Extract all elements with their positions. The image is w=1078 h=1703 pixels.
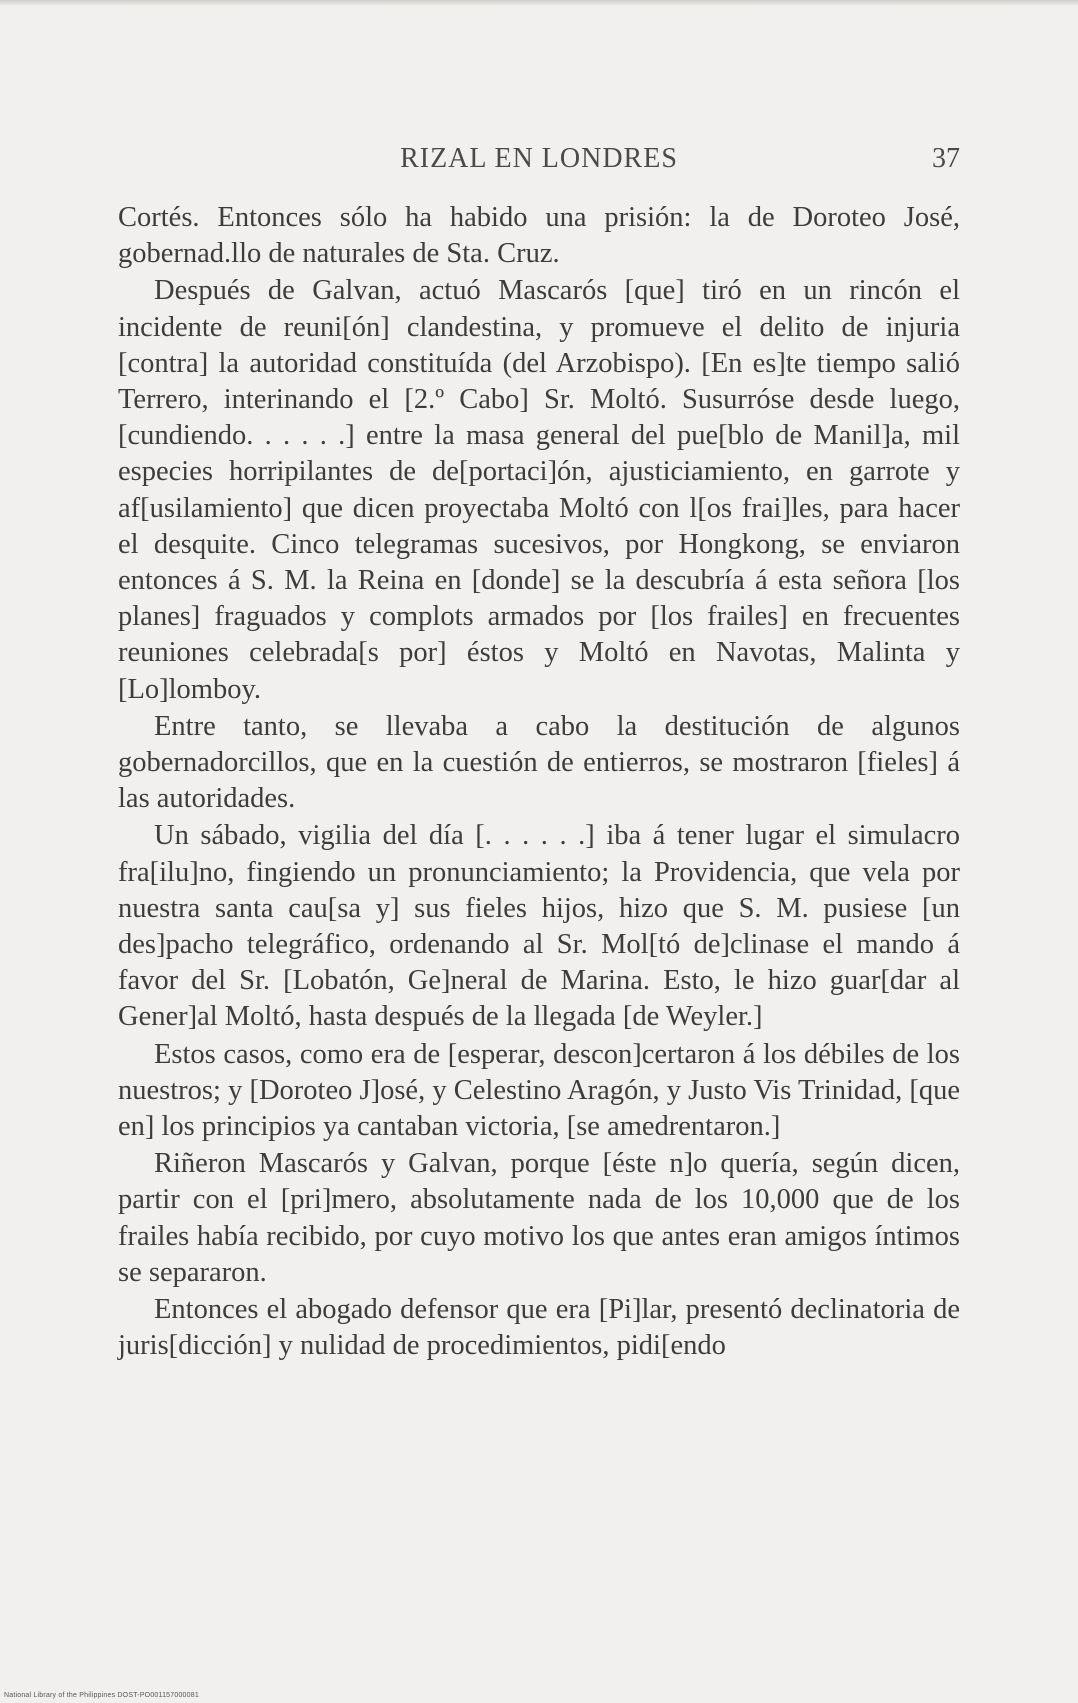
paragraph-2: Después de Galvan, actuó Mascarós [que] tiró en un rincón el incidente de reuni[ón] clandestina, y promueve el delito de injuria [contra] la autoridad constituída (del Arzobispo). [En es]te tiempo salió Terrero, interinando el [2.º Cabo] Sr. Moltó. Susurróse desde luego, [cundiendo. . . . . .] entre la masa general del pue[blo de Manil]a, mil especies horripilantes de de[portaci]ón, ajusticiamiento, en garrote y af[usilamiento] que dicen proyectaba Moltó con l[os frai]les, para hacer el desquite. Cinco telegramas sucesivos, por Hongkong, se enviaron entonces á S. M. la Reina en [donde] se la descubría á esta señora [los planes] fraguados y complots armados por [los frailes] en frecuentes reuniones celebrada[s por] éstos y Moltó en Navotas, Malinta y [Lo]lomboy. bbox=[118, 275, 960, 705]
paragraph-6: Riñeron Mascarós y Galvan, porque [éste n]o quería, según dicen, partir con el [pri]mero, absolutamente nada de los 10,000 que de los frailes había recibido, por cuyo motivo los que antes eran amigos íntimos se separaron. bbox=[118, 1148, 960, 1288]
scan-footer-label: National Library of the Philippines DOST-PO001157000081 bbox=[4, 1692, 199, 1699]
page-number: 37 bbox=[932, 143, 960, 174]
paragraph-1: Cortés. Entonces sólo ha habido una prisión: la de Doroteo José, gobernad.llo de naturales de Sta. Cruz. bbox=[118, 202, 960, 270]
page-top-edge bbox=[0, 0, 1078, 6]
running-head: RIZAL EN LONDRES bbox=[400, 143, 678, 174]
paragraph-7: Entonces el abogado defensor que era [Pi]lar, presentó declinatoria de juris[dicción] y nulidad de procedimientos, pidi[endo bbox=[118, 1294, 960, 1362]
body-text bbox=[118, 200, 960, 1365]
paragraph-3: Entre tanto, se llevaba a cabo la destitución de algunos gobernadorcillos, que en la cuestión de entierros, se mostraron [fieles] á las autoridades. bbox=[118, 710, 960, 815]
paragraph-4: Un sábado, vigilia del día [. . . . . .] iba á tener lugar el simulacro fra[ilu]no, fingiendo un pronunciamiento; la Providencia, que vela por nuestra santa cau[sa y] sus fieles hijos, hizo que S. M. pusiese [un des]pacho telegráfico, ordenando al Sr. Mol[tó de]clinase el mando á favor del Sr. [Lobatón, Ge]neral de Marina. Esto, le hizo guar[dar al Gener]al Moltó, hasta después de la llegada [de Weyler.] bbox=[118, 820, 960, 1033]
page-header bbox=[118, 143, 960, 183]
paragraph-5: Estos casos, como era de [esperar, descon]certaron á los débiles de los nuestros; y [Doroteo J]osé, y Celestino Aragón, y Justo Vis Trinidad, [que en] los principios ya cantaban victoria, [se amedrentaron.] bbox=[118, 1038, 960, 1143]
